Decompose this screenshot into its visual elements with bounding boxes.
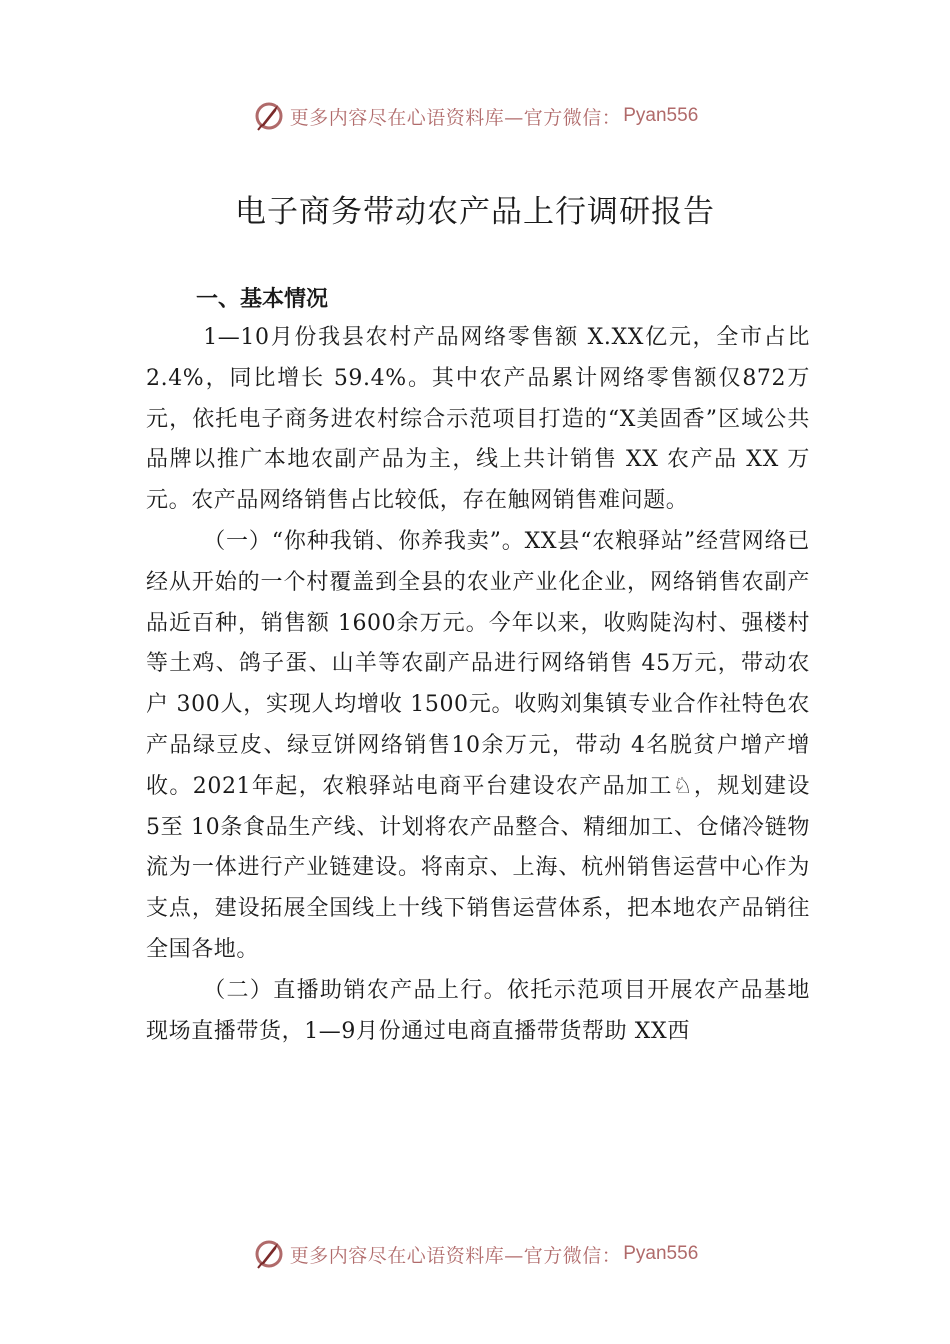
paragraph-3: （二）直播助销农产品上行。依托示范项目开展农产品基地现场直播带货，1—9月份通过电商直播带货帮助 XX西 [146, 977, 810, 1044]
watermark-text: 更多内容尽在心语资料库—官方微信： [289, 106, 622, 129]
watermark-id: Pyan556 [623, 1243, 699, 1264]
paragraph-2: （一）“你种我销、你养我卖”。XX县“农粮驿站”经营网络已经从开始的一个村覆盖到全县的农业产业化企业，网络销售农副产品近百种，销售额 1600余万元。今年以来，收购陡沟村、强楼村等土鸡、鸽子蛋、山羊等农副产品进行网络销售 45万元，带动农户 300人，实现人均增收 1500元。收购刘集镇专业合作社特色农产品绿豆皮、绿豆饼网络销售10余万元，带动 4名脱贫户增产增收。2021年起，农粮驿站电商平台建设农产品加工♘，规划建设 5至 10条食品生产线、计划将农产品整合、精细加工、仓储冷链物流为一体进行产业链建设。将南京、上海、杭州销售运营中心作为支点，建设拓展全国线上十线下销售运营体系，把本地农产品销往全国各地。 [146, 528, 810, 962]
section-heading: 一、基本情况 [196, 287, 329, 312]
document-body [146, 318, 810, 1052]
watermark-id: Pyan556 [623, 105, 699, 126]
watermark-header [0, 96, 950, 136]
watermark-text: 更多内容尽在心语资料库—官方微信： [289, 1244, 622, 1267]
quill-circle-icon [252, 99, 286, 133]
quill-circle-icon [252, 1237, 286, 1271]
paragraph-1: 1—10月份我县农村产品网络零售额 X.XX亿元，全市占比 2.4%，同比增长 59.4%。其中农产品累计网络零售额仅872万元，依托电子商务进农村综合示范项目打造的“X美固香”区域公共品牌以推广本地农副产品为主，线上共计销售 XX 农产品 XX 万元。农产品网络销售占比较低，存在触网销售难问题。 [146, 325, 810, 514]
document-title: 电子商务带动农产品上行调研报告 [235, 194, 715, 230]
watermark-footer [0, 1234, 950, 1274]
